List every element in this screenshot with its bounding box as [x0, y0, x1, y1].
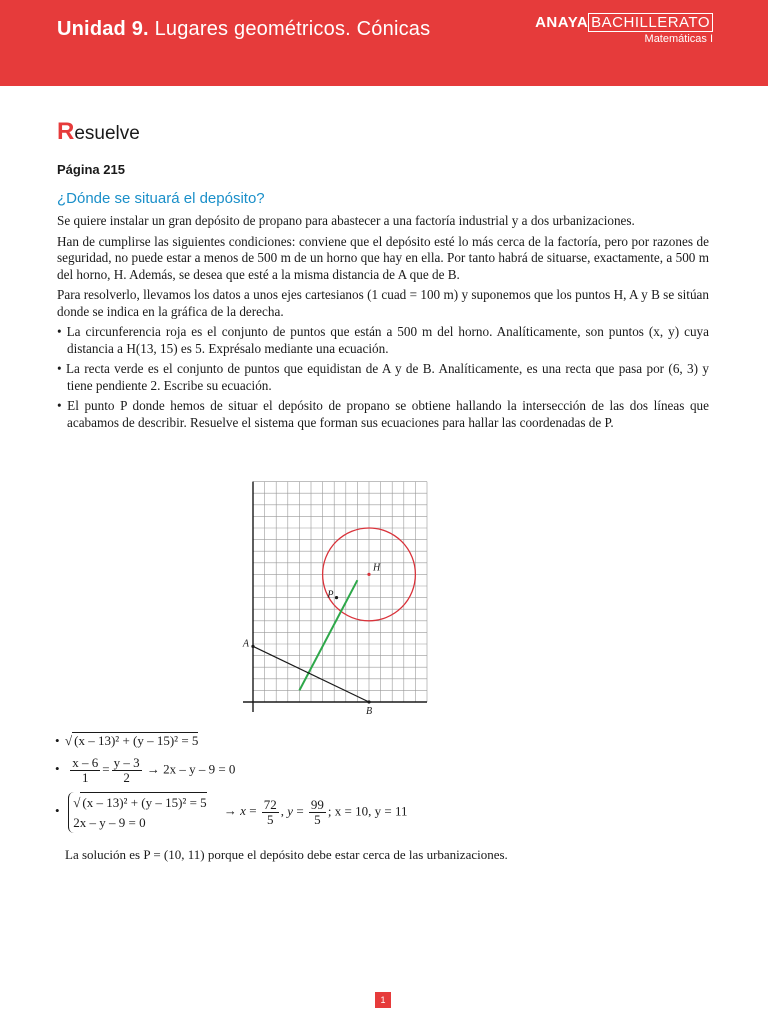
- bullet-2: • La recta verde es el conjunto de puntos que equidistan de A y de B. Analíticamente, es una recta que pasa por (6, 3) y tiene pendiente 2. Escribe su ecuación.: [57, 361, 709, 393]
- point-label-b: B: [365, 706, 373, 717]
- header-bar: [0, 0, 768, 86]
- section-title-rest: esuelve: [74, 123, 140, 144]
- point-h: [367, 573, 370, 576]
- question-title: ¿Dónde se situará el depósito?: [57, 190, 265, 207]
- section-title-cap: R: [57, 118, 75, 145]
- answer-2-result: → 2x – y – 9 = 0: [146, 761, 236, 777]
- frac2-num: y – 3: [113, 755, 140, 770]
- page-reference: Página 215: [57, 162, 125, 177]
- bullet-3: • El punto P donde hemos de situar el depósito de propano se obtiene hallando la intersección de las dos líneas que acabamos de describir. Resuelve el sistema que forman sus ecuaciones para hallar las coordenadas de P.: [57, 398, 709, 430]
- answer-3: • √ (x – 13)² + (y – 15)² = 5 2x – y – 9 = 0 → x = $\frac{72}{5}$ , y = $\frac{99}{5}$ ; x = 10, y = 11: [55, 792, 407, 833]
- paragraph-1: Se quiere instalar un gran depósito de propano para abastecer a una factoría industrial y a dos urbanizaciones.: [57, 213, 635, 228]
- brand-bachillerato: BACHILLERATO: [588, 13, 713, 32]
- publisher-logo: [535, 14, 713, 45]
- page-number: 1: [375, 992, 391, 1008]
- sol-final: ; x = 10, y = 11: [327, 803, 408, 819]
- paragraph-2: Han de cumplirse las siguientes condiciones: conviene que el depósito esté lo más cerca de la factoría, pero por razones de seguridad, no puede estar a menos de 500 m de un horno que hay en ella. Por tanto habrá de situarse, exactamente, a 500 m del horno, H. Además, se desea que esté a la misma distancia de A que de B.: [57, 233, 709, 282]
- system-line-2: 2x – y – 9 = 0: [73, 815, 146, 830]
- point-b: [367, 700, 370, 703]
- unit-name: Lugares geométricos. Cónicas: [154, 18, 431, 40]
- unit-title: [57, 18, 430, 41]
- solution-statement: La solución es P = (10, 11) porque el depósito debe estar cerca de las urbanizaciones.: [65, 847, 508, 862]
- unit-label: Unidad 9.: [57, 18, 149, 40]
- frac2-den: 2: [123, 770, 130, 785]
- equation-system: √ (x – 13)² + (y – 15)² = 5 2x – y – 9 = 0: [68, 792, 206, 833]
- section-title: [57, 118, 140, 146]
- geometry-diagram: [235, 480, 475, 720]
- frac1-den: 1: [82, 770, 89, 785]
- brand-anaya: ANAYA: [535, 14, 589, 31]
- sol-y-den: 5: [314, 812, 321, 827]
- paragraph-3: Para resolverlo, llevamos los datos a unos ejes cartesianos (1 cuad = 100 m) y suponemos que los puntos H, A y B se sitúan donde se indica en la gráfica de la derecha.: [57, 287, 709, 319]
- system-line-1: (x – 13)² + (y – 15)² = 5: [80, 792, 206, 813]
- point-a: [251, 645, 254, 648]
- answer-1-equation: (x – 13)² + (y – 15)² = 5: [74, 733, 199, 748]
- answer-1: • √ (x – 13)² + (y – 15)² = 5: [55, 733, 199, 748]
- point-p: [335, 596, 338, 599]
- sol-y-num: 99: [310, 797, 324, 812]
- question-body: [57, 213, 709, 435]
- point-label-a: A: [242, 638, 249, 650]
- point-label-p: P: [327, 589, 334, 601]
- point-label-h: H: [373, 562, 381, 574]
- sol-x-num: 72: [263, 797, 277, 812]
- subject-label: Matemáticas I: [644, 33, 713, 45]
- sol-x-den: 5: [267, 812, 274, 827]
- frac1-num: x – 6: [72, 755, 99, 770]
- bullet-1: • La circunferencia roja es el conjunto de puntos que están a 500 m del horno. Analíticamente, son puntos (x, y) cuya distancia a H(13, 15) es 5. Exprésalo mediante una ecuación.: [57, 324, 709, 356]
- answer-2: • $\frac{x - 6}{1}$ = $\frac{y - 3}{2}$ → 2x – y – 9 = 0: [55, 755, 236, 785]
